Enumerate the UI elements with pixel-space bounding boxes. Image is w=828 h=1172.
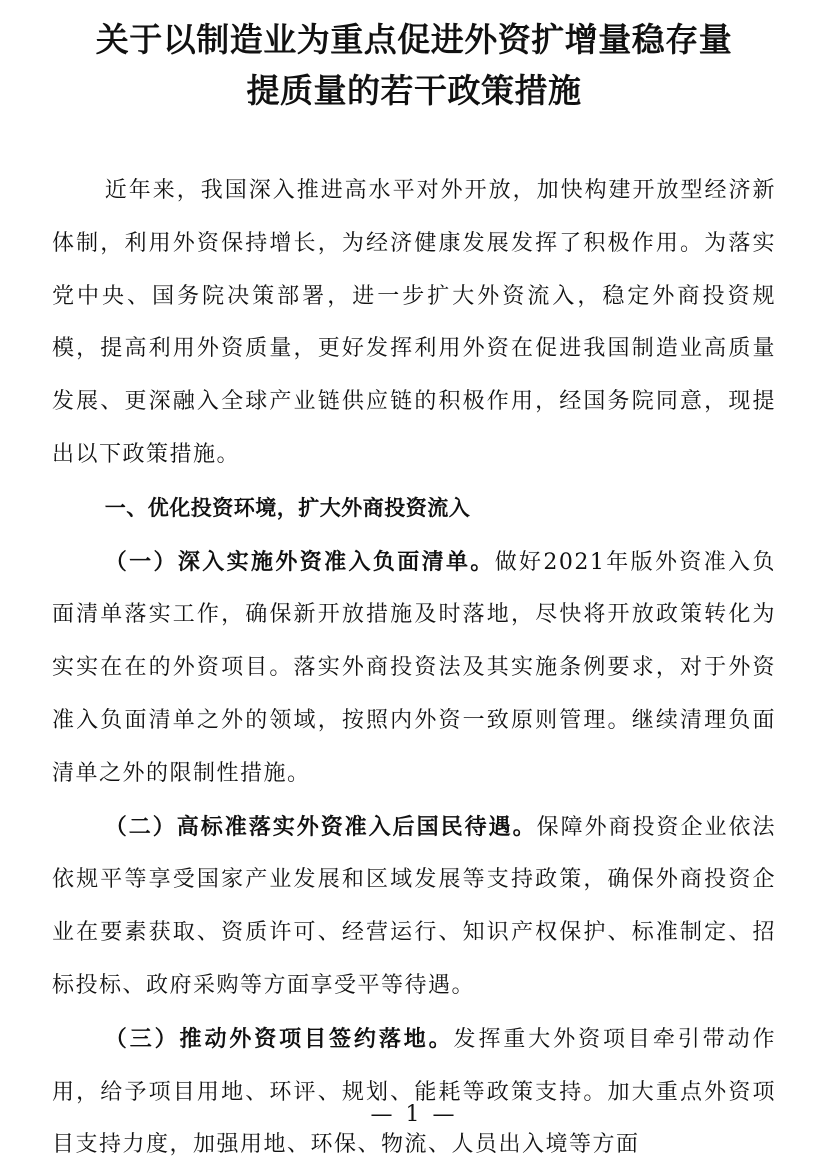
- policy-item-3: [52, 1013, 776, 1172]
- policy-item-1-text: 做好2021年版外资准入负面清单落实工作，确保新开放措施及时落地，尽快将开放政策转化为实实在在的外资项目。落实外商投资法及其实施条例要求，对于外资准入负面清单之外的领域，按照内外资一致原则管理。继续清理负面清单之外的限制性措施。: [52, 549, 776, 786]
- intro-paragraph: 近年来，我国深入推进高水平对外开放，加快构建开放型经济新体制，利用外资保持增长，为经济健康发展发挥了积极作用。为落实党中央、国务院决策部署，进一步扩大外资流入，稳定外商投资规模，提高利用外资质量，更好发挥利用外资在促进我国制造业高质量发展、更深融入全球产业链供应链的积极作用，经国务院同意，现提出以下政策措施。: [52, 178, 776, 467]
- policy-item-3-text: 发挥重大外资项目牵引带动作用，给予项目用地、环评、规划、能耗等政策支持。加大重点外资项目支持力度，加强用地、环保、物流、人员出入境等方面: [52, 1026, 776, 1158]
- policy-item-1: [52, 536, 776, 801]
- document-body: [52, 165, 776, 1172]
- document-title-line-2: 提质量的若干政策措施: [246, 71, 582, 110]
- policy-item-2-label: （二）高标准落实外资准入后国民待遇。: [104, 813, 537, 840]
- document-title-line-1: 关于以制造业为重点促进外资扩增量稳存量: [95, 20, 733, 59]
- policy-item-2: [52, 801, 776, 1013]
- policy-item-1-label: （一）深入实施外资准入负面清单。: [104, 548, 495, 575]
- policy-item-2-text: 保障外商投资企业依法依规平等享受国家产业发展和区域发展等支持政策，确保外商投资企业在要素获取、资质许可、经营运行、知识产权保护、标准制定、招标投标、政府采购等方面享受平等待遇。: [52, 814, 776, 998]
- policy-item-3-label: （三）推动外资项目签约落地。: [104, 1025, 454, 1052]
- section-heading: [52, 482, 776, 536]
- section-heading-text: 一、优化投资环境，扩大外商投资流入: [104, 495, 471, 520]
- page-number: — 1 —: [370, 1102, 458, 1127]
